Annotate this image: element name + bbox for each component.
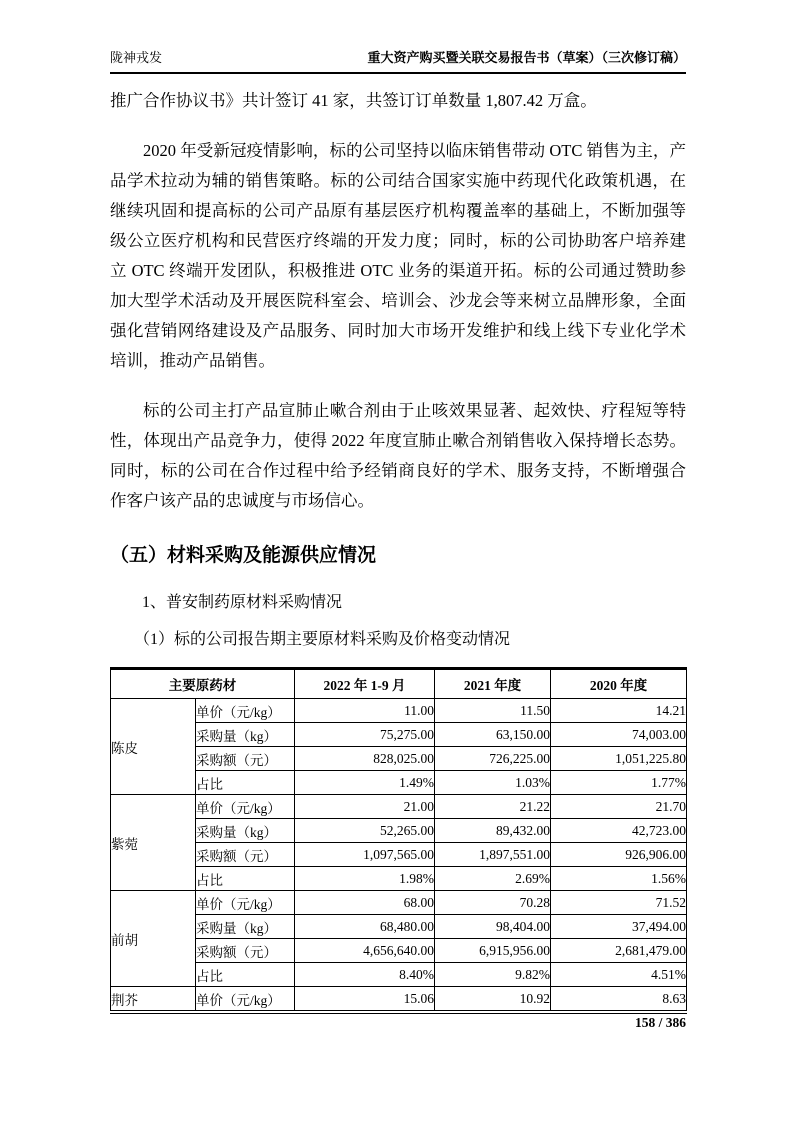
material-cell: 陈皮 xyxy=(111,699,196,795)
value-cell: 1.56% xyxy=(551,867,687,891)
material-cell: 荆芥 xyxy=(111,987,196,1013)
metric-cell: 单价（元/kg） xyxy=(196,891,295,915)
materials-purchase-table xyxy=(110,667,687,1014)
value-cell: 1,897,551.00 xyxy=(435,843,551,867)
table-row xyxy=(111,747,687,771)
table-row xyxy=(111,795,687,819)
table-row xyxy=(111,891,687,915)
table-row xyxy=(111,843,687,867)
value-cell: 75,275.00 xyxy=(295,723,435,747)
value-cell: 68,480.00 xyxy=(295,915,435,939)
value-cell: 1.49% xyxy=(295,771,435,795)
table-row xyxy=(111,915,687,939)
table-row xyxy=(111,867,687,891)
metric-cell: 采购量（kg） xyxy=(196,915,295,939)
metric-cell: 采购额（元） xyxy=(196,939,295,963)
metric-cell: 占比 xyxy=(196,963,295,987)
value-cell: 1.77% xyxy=(551,771,687,795)
table-row xyxy=(111,771,687,795)
column-header-2021: 2021 年度 xyxy=(435,669,551,699)
value-cell: 8.40% xyxy=(295,963,435,987)
metric-cell: 单价（元/kg） xyxy=(196,987,295,1013)
table-row xyxy=(111,963,687,987)
value-cell: 21.22 xyxy=(435,795,551,819)
value-cell: 1,051,225.80 xyxy=(551,747,687,771)
value-cell: 42,723.00 xyxy=(551,819,687,843)
value-cell: 11.50 xyxy=(435,699,551,723)
value-cell: 15.06 xyxy=(295,987,435,1013)
metric-cell: 占比 xyxy=(196,867,295,891)
metric-cell: 采购额（元） xyxy=(196,747,295,771)
table-header-row xyxy=(111,669,687,699)
column-header-material: 主要原药材 xyxy=(111,669,295,699)
sub-heading-2: （1）标的公司报告期主要原材料采购及价格变动情况 xyxy=(134,631,511,648)
material-cell: 紫菀 xyxy=(111,795,196,891)
header-report-title: 重大资产购买暨关联交易报告书（草案）（三次修订稿） xyxy=(367,50,686,65)
paragraph-1: 2020 年受新冠疫情影响，标的公司坚持以临床销售带动 OTC 销售为主，产品学术拉动为辅的销售策略。标的公司结合国家实施中药现代化政策机遇，在继续巩固和提高标的公司产品原有基层医疗机构覆盖率的基础上，不断加强等级公立医疗机构和民营医疗终端的开发力度；同时，标的公司协助客户培养建立 OTC 终端开发团队，积极推进 OTC 业务的渠道开拓。标的公司通过赞助参加大型学术活动及开展医院科室会、培训会、沙龙会等来树立品牌形象，全面强化营销网络建设及产品服务、同时加大市场开发维护和线上线下专业化学术培训，推动产品销售。 xyxy=(110,141,686,370)
paragraph-2: 标的公司主打产品宣肺止嗽合剂由于止咳效果显著、起效快、疗程短等特性，体现出产品竞争力，使得 2022 年度宣肺止嗽合剂销售收入保持增长态势。同时，标的公司在合作过程中给予经销商良好的学术、服务支持，不断增强合作客户该产品的忠诚度与市场信心。 xyxy=(110,401,686,510)
column-header-2022: 2022 年 1-9 月 xyxy=(295,669,435,699)
metric-cell: 采购量（kg） xyxy=(196,723,295,747)
value-cell: 37,494.00 xyxy=(551,915,687,939)
page-number: 158 / 386 xyxy=(634,1015,686,1030)
header-company-name: 陇神戎发 xyxy=(110,50,163,65)
value-cell: 21.00 xyxy=(295,795,435,819)
metric-cell: 单价（元/kg） xyxy=(196,795,295,819)
value-cell: 71.52 xyxy=(551,891,687,915)
table-row xyxy=(111,699,687,723)
metric-cell: 采购额（元） xyxy=(196,843,295,867)
value-cell: 11.00 xyxy=(295,699,435,723)
value-cell: 2,681,479.00 xyxy=(551,939,687,963)
value-cell: 14.21 xyxy=(551,699,687,723)
page-header xyxy=(110,50,686,74)
value-cell: 52,265.00 xyxy=(295,819,435,843)
value-cell: 4.51% xyxy=(551,963,687,987)
value-cell: 8.63 xyxy=(551,987,687,1013)
value-cell: 1.03% xyxy=(435,771,551,795)
value-cell: 9.82% xyxy=(435,963,551,987)
value-cell: 63,150.00 xyxy=(435,723,551,747)
paragraph-continuation: 推广合作协议书》共计签订 41 家，共签订订单数量 1,807.42 万盒。 xyxy=(110,91,597,110)
column-header-2020: 2020 年度 xyxy=(551,669,687,699)
metric-cell: 单价（元/kg） xyxy=(196,699,295,723)
sub-heading-1: 1、普安制药原材料采购情况 xyxy=(142,594,343,611)
value-cell: 1,097,565.00 xyxy=(295,843,435,867)
value-cell: 74,003.00 xyxy=(551,723,687,747)
section-heading: （五）材料采购及能源供应情况 xyxy=(110,545,377,566)
value-cell: 98,404.00 xyxy=(435,915,551,939)
table-row xyxy=(111,987,687,1013)
value-cell: 89,432.00 xyxy=(435,819,551,843)
value-cell: 4,656,640.00 xyxy=(295,939,435,963)
metric-cell: 占比 xyxy=(196,771,295,795)
value-cell: 1.98% xyxy=(295,867,435,891)
value-cell: 68.00 xyxy=(295,891,435,915)
page-content xyxy=(110,0,686,1014)
value-cell: 726,225.00 xyxy=(435,747,551,771)
value-cell: 2.69% xyxy=(435,867,551,891)
value-cell: 70.28 xyxy=(435,891,551,915)
value-cell: 828,025.00 xyxy=(295,747,435,771)
value-cell: 10.92 xyxy=(435,987,551,1013)
material-cell: 前胡 xyxy=(111,891,196,987)
table-row xyxy=(111,819,687,843)
value-cell: 21.70 xyxy=(551,795,687,819)
metric-cell: 采购量（kg） xyxy=(196,819,295,843)
table-row xyxy=(111,939,687,963)
value-cell: 6,915,956.00 xyxy=(435,939,551,963)
table-row xyxy=(111,723,687,747)
value-cell: 926,906.00 xyxy=(551,843,687,867)
